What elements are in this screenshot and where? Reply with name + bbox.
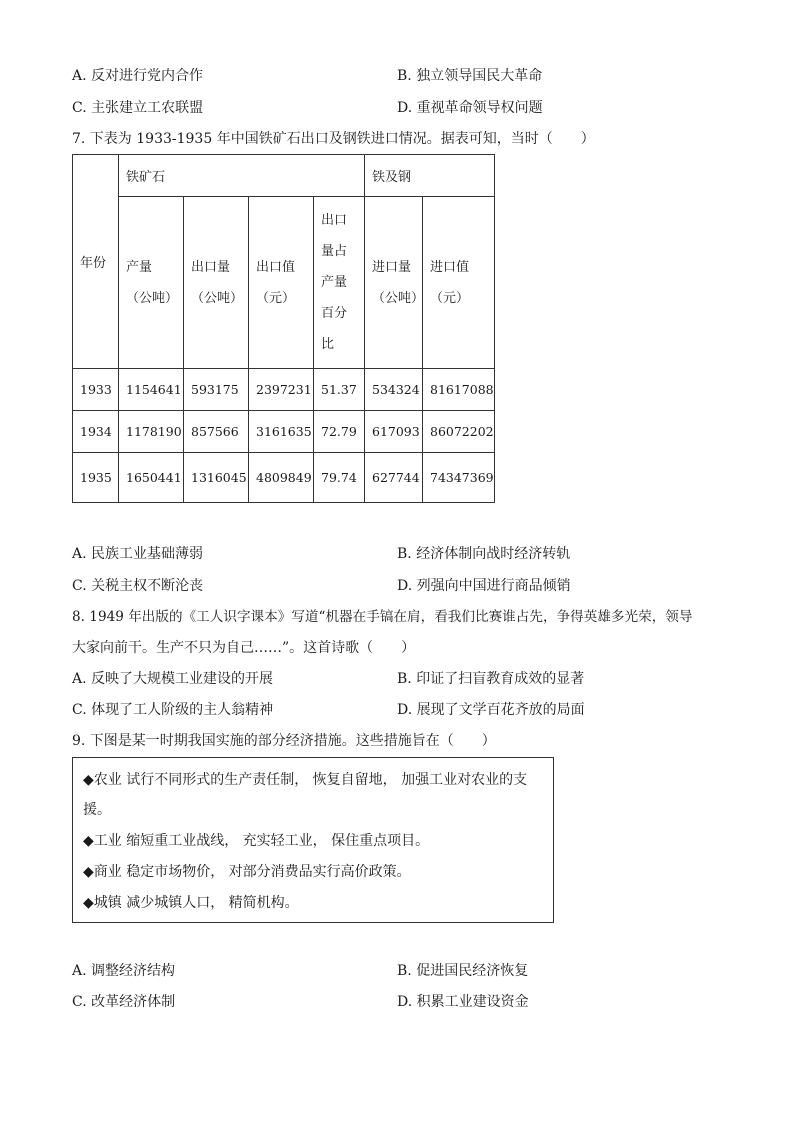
measure-line-industry: ◆工业 缩短重工业战线， 充实轻工业， 保住重点项目。 [83, 833, 430, 849]
option-text: 调整经济结构 [91, 963, 176, 979]
cell-import-val: 74347369 [423, 453, 495, 503]
q8-option-b [397, 669, 584, 689]
cell-export-val: 3161635 [249, 411, 314, 453]
measure-line-agriculture: ◆农业 试行不同形式的生产责任制， 恢复自留地， 加强工业对农业的支 [83, 772, 528, 788]
q7-option-c [72, 576, 203, 596]
col-label: 出口值 [256, 259, 296, 275]
option-text: 重视革命领导权问题 [416, 100, 543, 116]
option-text: 展现了文学百花齐放的局面 [416, 702, 585, 718]
cell-import-qty: 534324 [365, 369, 423, 411]
option-key: D. [397, 994, 413, 1010]
col-import-val [423, 197, 495, 369]
option-text: 经济体制向战时经济转轨 [416, 546, 571, 562]
option-key: D. [397, 578, 413, 594]
q7-stem: 7. 下表为 1933-1935 年中国铁矿石出口及钢铁进口情况。据表可知，当时（ ） [72, 131, 595, 147]
col-export-val [249, 197, 314, 369]
q6-option-d [397, 98, 543, 118]
option-text: 印证了扫盲教育成效的显著 [416, 671, 585, 687]
col-label: 百分 [321, 306, 348, 321]
q7-option-b [397, 544, 570, 564]
cell-year: 1933 [73, 369, 119, 411]
option-key: C. [72, 994, 87, 1010]
option-key: C. [72, 100, 87, 116]
q7-option-a [72, 544, 203, 564]
q7-table [72, 154, 495, 503]
q6-option-c [72, 98, 203, 118]
cell-export-qty: 593175 [184, 369, 249, 411]
col-label: 出口 [321, 213, 348, 228]
q9-measures-box [72, 757, 554, 923]
col-unit: （公吨） [191, 290, 244, 306]
measure-line-commerce: ◆商业 稳定市场物价， 对部分消费品实行高价政策。 [83, 864, 411, 880]
option-text: 民族工业基础薄弱 [91, 546, 204, 562]
q9-option-b [397, 961, 528, 981]
col-label: 产量 [321, 275, 348, 290]
col-label: 量占 [321, 244, 348, 259]
q8-stem-line1: 8. 1949 年出版的《工人识字课本》写道“机器在手镐在肩，看我们比赛谁占先，争得英雄多光荣，领导 [72, 609, 693, 625]
cell-output: 1650441 [119, 453, 184, 503]
option-text: 反映了大规模工业建设的开展 [91, 671, 274, 687]
option-key: B. [397, 68, 412, 84]
header-iron-ore: 铁矿石 [119, 155, 365, 197]
col-export-qty [184, 197, 249, 369]
q8-stem-line2: 大家向前干。生产不只为自己……”。这首诗歌（ ） [72, 640, 416, 656]
q9-stem: 9. 下图是某一时期我国实施的部分经济措施。这些措施旨在（ ） [72, 733, 496, 749]
col-import-qty [365, 197, 423, 369]
option-text: 主张建立工农联盟 [91, 100, 204, 116]
q6-option-a [72, 66, 203, 86]
option-text: 独立领导国民大革命 [416, 68, 543, 84]
cell-import-val: 81617088 [423, 369, 495, 411]
cell-output: 1178190 [119, 411, 184, 453]
option-text: 改革经济体制 [91, 994, 176, 1010]
cell-export-qty: 857566 [184, 411, 249, 453]
col-unit: （元） [256, 290, 296, 306]
col-unit: （公吨） [372, 290, 425, 306]
table-row [73, 411, 495, 453]
option-key: A. [72, 671, 87, 687]
q7-option-d [397, 576, 571, 596]
option-key: C. [72, 578, 87, 594]
option-text: 促进国民经济恢复 [416, 963, 529, 979]
q6-option-b [397, 66, 542, 86]
option-text: 列强向中国进行商品倾销 [416, 578, 571, 594]
q8-option-a [72, 669, 273, 689]
option-text: 积累工业建设资金 [416, 994, 529, 1010]
col-export-pct [314, 197, 365, 369]
option-key: C. [72, 702, 87, 718]
col-unit: （元） [430, 290, 470, 306]
option-text: 反对进行党内合作 [91, 68, 204, 84]
col-label: 比 [321, 337, 335, 352]
option-text: 关税主权不断沦丧 [91, 578, 204, 594]
option-key: D. [397, 100, 413, 116]
col-label: 进口值 [430, 259, 470, 275]
q9-option-d [397, 992, 529, 1012]
table-row [73, 453, 495, 503]
measure-line-towns: ◆城镇 减少城镇人口， 精简机构。 [83, 895, 299, 911]
q9-option-a [72, 961, 175, 981]
option-key: B. [397, 963, 412, 979]
header-year: 年份 [73, 155, 119, 369]
cell-import-val: 86072202 [423, 411, 495, 453]
cell-import-qty: 617093 [365, 411, 423, 453]
option-key: B. [397, 671, 412, 687]
cell-export-pct: 72.79 [314, 411, 365, 453]
cell-export-val: 4809849 [249, 453, 314, 503]
option-key: B. [397, 546, 412, 562]
col-label: 出口量 [191, 259, 231, 275]
option-key: D. [397, 702, 413, 718]
col-label: 产量 [126, 259, 153, 275]
header-steel: 铁及钢 [365, 155, 495, 197]
col-label: 进口量 [372, 259, 412, 275]
q9-option-c [72, 992, 175, 1012]
cell-year: 1934 [73, 411, 119, 453]
cell-export-qty: 1316045 [184, 453, 249, 503]
col-output [119, 197, 184, 369]
option-key: A. [72, 68, 87, 84]
q8-option-c [72, 700, 273, 720]
cell-export-pct: 51.37 [314, 369, 365, 411]
cell-output: 1154641 [119, 369, 184, 411]
option-key: A. [72, 963, 87, 979]
cell-export-val: 2397231 [249, 369, 314, 411]
cell-export-pct: 79.74 [314, 453, 365, 503]
table-row [73, 369, 495, 411]
option-key: A. [72, 546, 87, 562]
q8-option-d [397, 700, 585, 720]
cell-import-qty: 627744 [365, 453, 423, 503]
measure-line-agriculture-cont: 援。 [83, 802, 111, 818]
option-text: 体现了工人阶级的主人翁精神 [91, 702, 274, 718]
cell-year: 1935 [73, 453, 119, 503]
col-unit: （公吨） [126, 290, 179, 306]
